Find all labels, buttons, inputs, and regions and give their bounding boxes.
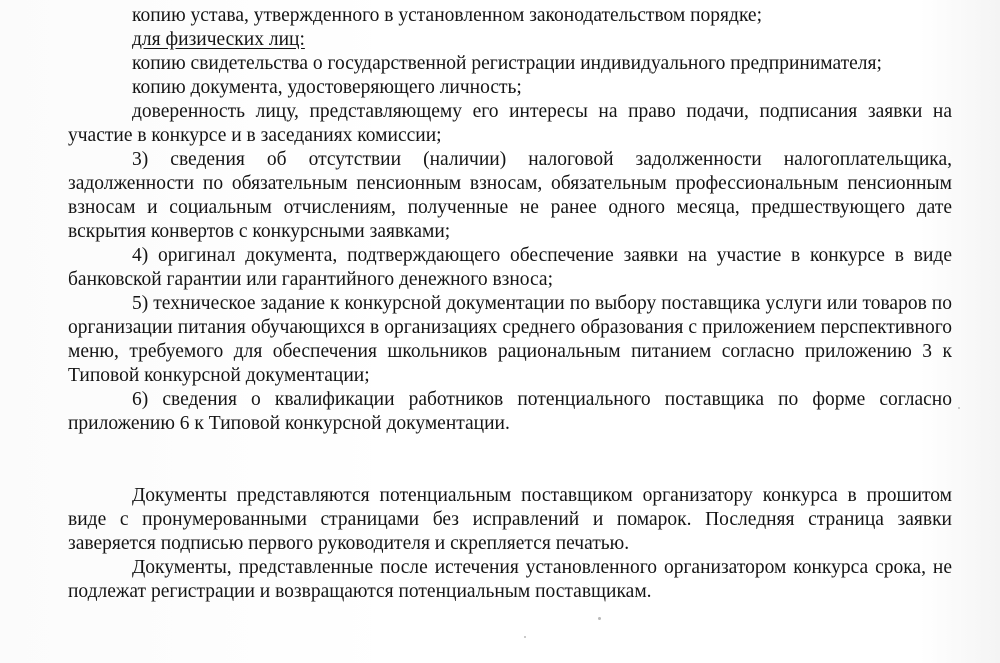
paragraph-power-of-attorney: доверенность лицу, представляющему его интересы на право подачи, подписания заявки на участие в конкурсе и в заседаниях комиссии;	[68, 101, 952, 146]
scan-speck	[524, 636, 526, 638]
scan-speck	[958, 407, 960, 409]
paragraph-certificate-copy: копию свидетельства о государственной регистрации индивидуального предпринимателя;	[132, 53, 882, 74]
paragraph-item-3: 3) сведения об отсутствии (наличии) налоговой задолженности налогоплательщика, задолженности по обязательным пенсионным взносам, обязательным профессиональным пенсионным взносам и социальным отчислениям, полученные не ранее одного месяца, предшествующего дате вскрытия конвертов с конкурсными заявками;	[68, 149, 952, 242]
paragraph-submission-rules: Документы представляются потенциальным поставщиком организатору конкурса в прошитом виде с пронумерованными страницами без исправлений и помарок. Последняя страница заявки заверяется подписью первого руководителя и скрепляется печатью.	[68, 485, 952, 554]
paragraph-charter-copy: копию устава, утвержденного в установленном законодательством порядке;	[132, 5, 763, 26]
paragraph-identity-document: копию документа, удостоверяющего личность;	[132, 77, 522, 98]
paragraph-late-documents: Документы, представленные после истечения установленного организатором конкурса срока, не подлежат регистрации и возвращаются потенциальным поставщикам.	[68, 557, 952, 602]
document-body	[68, 4, 952, 604]
paragraph-spacer	[68, 436, 952, 484]
paragraph-item-5: 5) техническое задание к конкурсной документации по выбору поставщика услуги или товаров по организации питания обучающихся в организациях среднего образования с приложением перспективного меню, требуемого для обеспечения школьников рациональным питанием согласно приложению 3 к Типовой конкурсной документации;	[68, 293, 952, 386]
scan-speck	[598, 617, 601, 620]
paragraph-item-6: 6) сведения о квалификации работников потенциального поставщика по форме согласно приложению 6 к Типовой конкурсной документации.	[68, 389, 952, 434]
individuals-heading-text: для физических лиц:	[132, 29, 305, 50]
paragraph-individuals-heading	[68, 28, 952, 52]
paragraph-item-4: 4) оригинал документа, подтверждающего обеспечение заявки на участие в конкурсе в виде банковской гарантии или гарантийного денежного взноса;	[68, 245, 952, 290]
